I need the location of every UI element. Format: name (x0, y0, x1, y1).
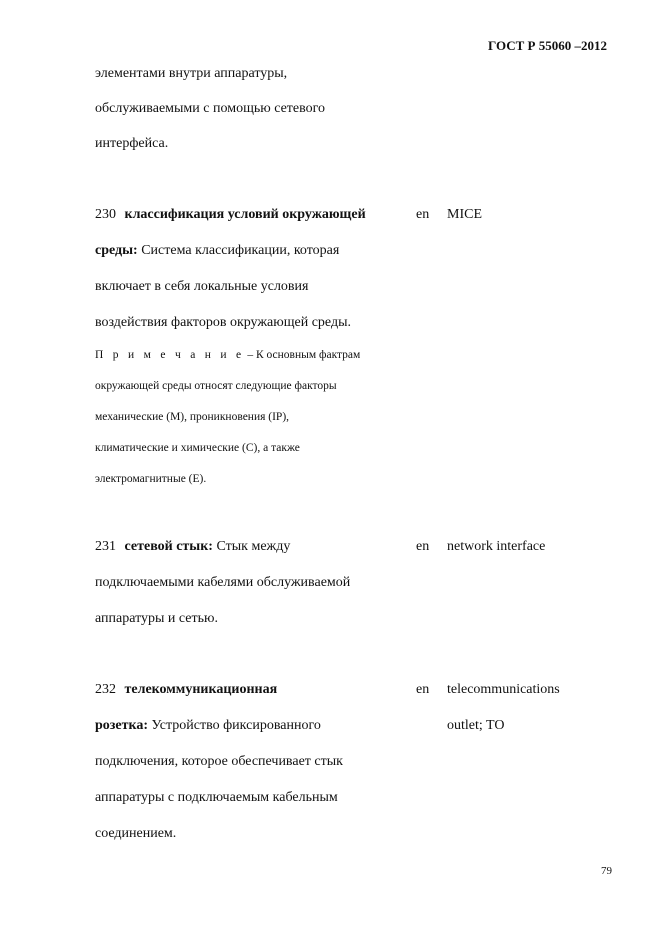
definition-line: соединением. (95, 826, 177, 841)
definition-line: подключения, которое обеспечивает стык (95, 754, 343, 769)
entry-term-continued: розетка: (95, 718, 149, 733)
continuation-line: элементами внутри аппаратуры, (95, 66, 288, 81)
note-line-1 (95, 349, 360, 361)
language-code: en (416, 682, 430, 697)
entry-term-continued: среды: (95, 243, 138, 258)
continuation-line: обслуживаемыми с помощью сетевого (95, 101, 326, 116)
language-code: en (416, 207, 430, 222)
entry-232-line-1 (95, 682, 277, 698)
continuation-line: интерфейса. (95, 136, 169, 151)
definition-text: Стык между (212, 539, 291, 554)
entry-230-line-1 (95, 207, 366, 223)
definition-line: подключаемыми кабелями обслуживаемой (95, 575, 351, 590)
entry-231-line-1 (95, 539, 290, 555)
definition-line: включает в себя локальные условия (95, 279, 309, 294)
entry-term: классификация условий окружающей (124, 207, 366, 222)
entry-230-line-2 (95, 243, 339, 259)
definition-line: воздействия факторов окружающей среды. (95, 315, 351, 330)
foreign-equivalent-continued: outlet; TO (447, 718, 505, 733)
note-line: электромагнитные (E). (95, 473, 207, 485)
definition-text: Система классификации, которая (137, 243, 340, 258)
entry-232-line-2 (95, 718, 321, 734)
definition-text: Устройство фиксированного (148, 718, 321, 733)
foreign-equivalent: MICE (447, 207, 482, 222)
note-label: П р и м е ч а н и е (95, 349, 245, 361)
entry-number: 232 (95, 682, 116, 697)
foreign-equivalent: telecommunications (447, 682, 560, 697)
note-text: – К основным фактрам (244, 349, 361, 361)
note-line: климатические и химические (C), а также (95, 442, 300, 454)
definition-line: аппаратуры и сетью. (95, 611, 218, 626)
entry-number: 231 (95, 539, 116, 554)
entry-term: сетевой стык: (124, 539, 213, 554)
entry-number: 230 (95, 207, 116, 222)
language-code: en (416, 539, 430, 554)
note-line: окружающей среды относят следующие факторы (95, 380, 337, 392)
definition-line: аппаратуры с подключаемым кабельным (95, 790, 338, 805)
foreign-equivalent: network interface (447, 539, 546, 554)
page-number: 79 (601, 865, 612, 877)
note-line: механические (M), проникновения (IP), (95, 411, 290, 423)
entry-term: телекоммуникационная (124, 682, 278, 697)
document-header: ГОСТ Р 55060 –2012 (488, 38, 607, 53)
